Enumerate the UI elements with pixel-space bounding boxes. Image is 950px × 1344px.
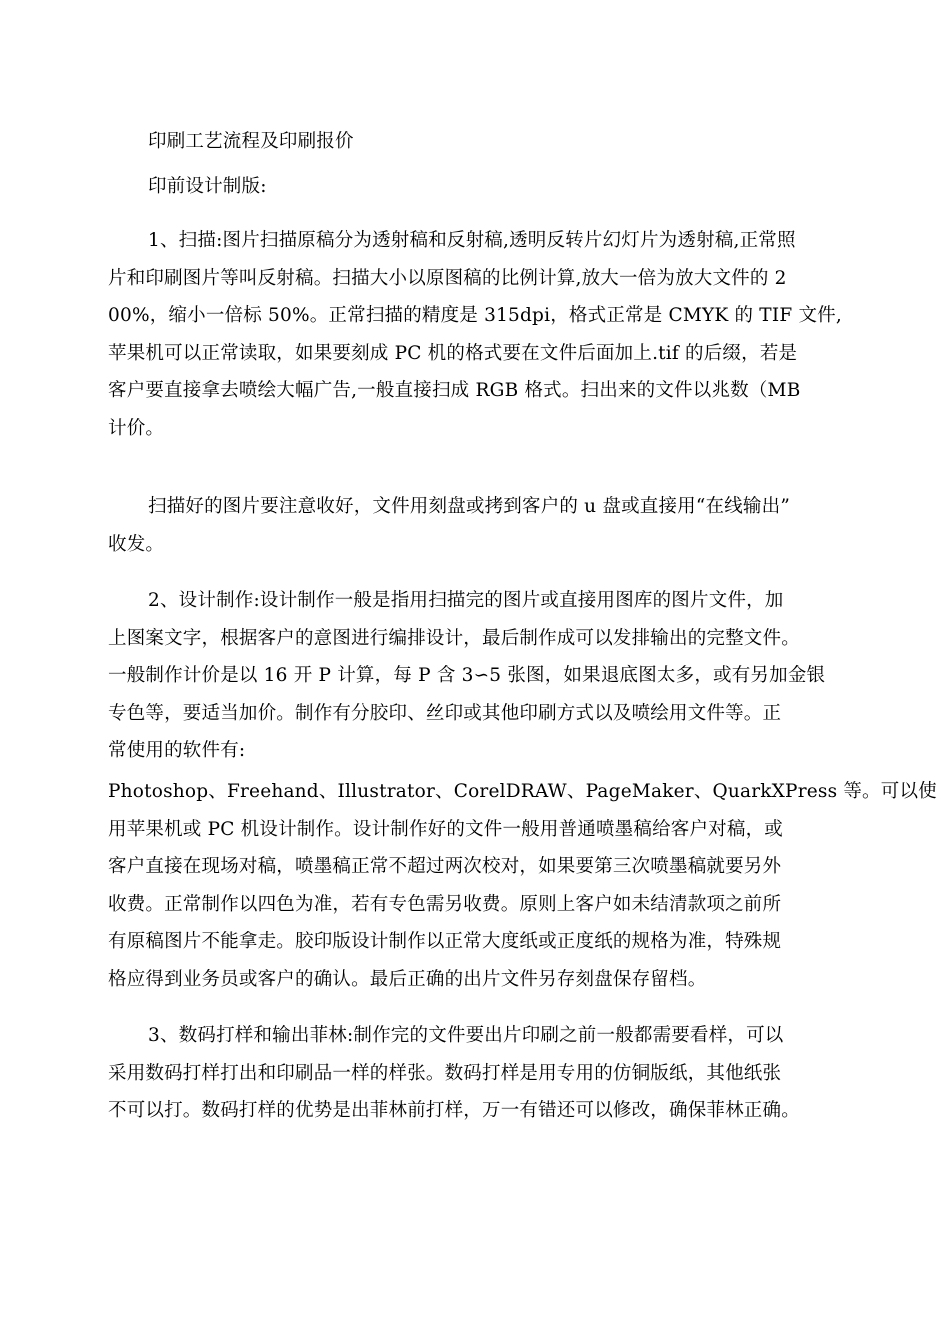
paragraph-proofing: [108, 1017, 843, 1130]
paragraph-line: 采用数码打样打出和印刷品一样的样张。数码打样是用专用的仿铜版纸，其他纸张: [108, 1062, 782, 1084]
paragraph-line: 常使用的软件有:: [108, 740, 246, 761]
paragraph-software: [108, 773, 937, 998]
section-heading-text: 印前设计制版:: [148, 176, 267, 197]
paragraph-line: 用苹果机或 PC 机设计制作。设计制作好的文件一般用普通喷墨稿给客户对稿，或: [108, 818, 783, 840]
paragraph-design: [108, 582, 843, 770]
paragraph-line: 专色等，要适当加价。制作有分胶印、丝印或其他印刷方式以及喷绘用文件等。正: [108, 702, 782, 724]
paragraph-line: 有原稿图片不能拿走。胶印版设计制作以正常大度纸或正度纸的规格为准，特殊规: [108, 931, 782, 952]
paragraph-line: 计价。: [108, 417, 165, 439]
paragraph-line: 不可以打。数码打样的优势是出菲林前打样，万一有错还可以修改，确保菲林正确。: [108, 1100, 800, 1121]
paragraph-line: 上图案文字，根据客户的意图进行编排设计，最后制作成可以发排输出的完整文件。: [108, 627, 800, 649]
paragraph-line: 扫描好的图片要注意收好，文件用刻盘或拷到客户的 u 盘或直接用“在线输出”: [148, 496, 790, 517]
title-text: 印刷工艺流程及印刷报价: [148, 131, 354, 152]
paragraph-line: 片和印刷图片等叫反射稿。扫描大小以原图稿的比例计算,放大一倍为放大文件的 2: [108, 267, 787, 289]
document-title: [108, 123, 843, 161]
paragraph-line: 客户直接在现场对稿，喷墨稿正常不超过两次校对，如果要第三次喷墨稿就要另外: [108, 856, 782, 877]
paragraph-scanning: [108, 222, 843, 447]
section-heading: [108, 168, 843, 206]
paragraph-line: 一般制作计价是以 16 开 P 计算，每 P 含 3∽5 张图，如果退底图太多，或有另加金银: [108, 665, 826, 686]
paragraph-line: Photoshop、Freehand、Illustrator、CorelDRAW、PageMaker、QuarkXPress 等。可以使: [108, 781, 937, 802]
paragraph-line: 2、设计制作:设计制作一般是指用扫描完的图片或直接用图库的图片文件，加: [148, 590, 784, 611]
paragraph-line: 格应得到业务员或客户的确认。最后正确的出片文件另存刻盘保存留档。: [108, 968, 707, 990]
paragraph-line: 00%，缩小一倍标 50%。正常扫描的精度是 315dpi，格式正常是 CMYK 的 TIF 文件,: [108, 305, 842, 326]
paragraph-line: 收费。正常制作以四色为准，若有专色需另收费。原则上客户如未结清款项之前所: [108, 893, 782, 915]
paragraph-line: 1、扫描:图片扫描原稿分为透射稿和反射稿,透明反转片幻灯片为透射稿,正常照: [148, 230, 796, 251]
paragraph-line: 客户要直接拿去喷绘大幅广告,一般直接扫成 RGB 格式。扫出来的文件以兆数（MB: [108, 380, 801, 401]
paragraph-line: 苹果机可以正常读取，如果要刻成 PC 机的格式要在文件后面加上.tif 的后缀，若是: [108, 342, 798, 364]
paragraph-scan-storage: [108, 488, 843, 563]
paragraph-line: 收发。: [108, 533, 165, 555]
paragraph-line: 3、数码打样和输出菲林:制作完的文件要出片印刷之前一般都需要看样，可以: [148, 1025, 784, 1046]
